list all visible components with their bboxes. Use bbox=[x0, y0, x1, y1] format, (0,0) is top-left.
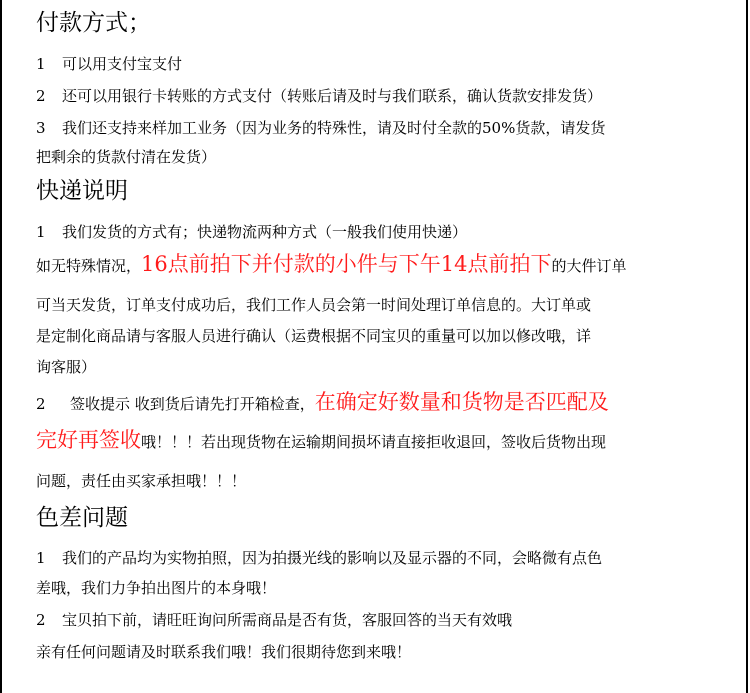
shipping-line-7-tail: 哦！！！若出现货物在运输期间损坏请直接拒收退回，签收后货物出现 bbox=[141, 433, 607, 451]
payment-item-1-text: 可以用支付宝支付 bbox=[62, 55, 183, 73]
payment-item-2-num: 2 bbox=[36, 87, 46, 105]
shipping-line-5: 询客服） bbox=[36, 358, 97, 376]
payment-item-3-continued: 把剩余的货款付清在发货） bbox=[36, 148, 217, 166]
payment-item-2 bbox=[36, 86, 602, 106]
shipping-item-2 bbox=[36, 392, 609, 414]
shipping-heading: 快递说明 bbox=[36, 178, 128, 204]
payment-item-3-num: 3 bbox=[36, 119, 46, 137]
shipping-item-1-num: 1 bbox=[36, 223, 46, 241]
payment-heading: 付款方式； bbox=[36, 10, 151, 36]
receipt-check-highlight: 在确定好数量和货物是否匹配及 bbox=[314, 390, 609, 414]
shipping-item-2-text: 签收提示 收到货后请先打开箱检查， bbox=[70, 395, 315, 413]
color-item-1 bbox=[36, 548, 602, 568]
shipping-line-8: 问题，责任由买家承担哦！！！ bbox=[36, 472, 247, 490]
payment-item-3 bbox=[36, 118, 605, 138]
shipping-line-3: 可当天发货，订单支付成功后，我们工作人员会第一时间处理订单信息的。大订单或 bbox=[36, 296, 592, 314]
payment-item-2-text: 还可以用银行卡转账的方式支付（转账后请及时与我们联系，确认货款安排发货） bbox=[62, 87, 603, 105]
shipping-line-2-tail: 的大件订单 bbox=[551, 257, 627, 275]
shipping-line-4: 是定制化商品请与客服人员进行确认（运费根据不同宝贝的重量可以加以修改哦，详 bbox=[36, 327, 592, 345]
color-item-1-num: 1 bbox=[36, 549, 46, 567]
payment-item-1 bbox=[36, 54, 182, 74]
shipping-line-2 bbox=[36, 254, 626, 276]
color-item-1-continued: 差哦，我们力争拍出图片的本身哦！ bbox=[36, 579, 277, 597]
color-item-1-text: 我们的产品均为实物拍照，因为拍摄光线的影响以及显示器的不同，会略微有点色 bbox=[62, 549, 603, 567]
payment-item-3-text: 我们还支持来样加工业务（因为业务的特殊性，请及时付全款的50%货款，请发货 bbox=[62, 119, 606, 137]
shipping-item-1 bbox=[36, 222, 467, 242]
color-item-2-text: 宝贝拍下前，请旺旺询问所需商品是否有货，客服回答的当天有效哦 bbox=[62, 611, 513, 629]
shipping-cutoff-highlight: 16点前拍下并付款的小件与下午14点前拍下 bbox=[141, 252, 552, 276]
shipping-line-7 bbox=[36, 430, 606, 452]
shipping-line-2-lead: 如无特殊情况， bbox=[36, 257, 142, 275]
closing-message: 亲有任何问题请及时联系我们哦！我们很期待您到来哦！ bbox=[36, 643, 412, 661]
payment-item-1-num: 1 bbox=[36, 55, 46, 73]
shipping-item-2-num: 2 bbox=[36, 395, 46, 413]
receipt-sign-highlight: 完好再签收 bbox=[36, 428, 141, 452]
color-heading: 色差问题 bbox=[36, 505, 128, 531]
shipping-item-1-text: 我们发货的方式有；快递物流两种方式（一般我们使用快递） bbox=[62, 223, 468, 241]
color-item-2-num: 2 bbox=[36, 611, 46, 629]
color-item-2 bbox=[36, 610, 512, 630]
